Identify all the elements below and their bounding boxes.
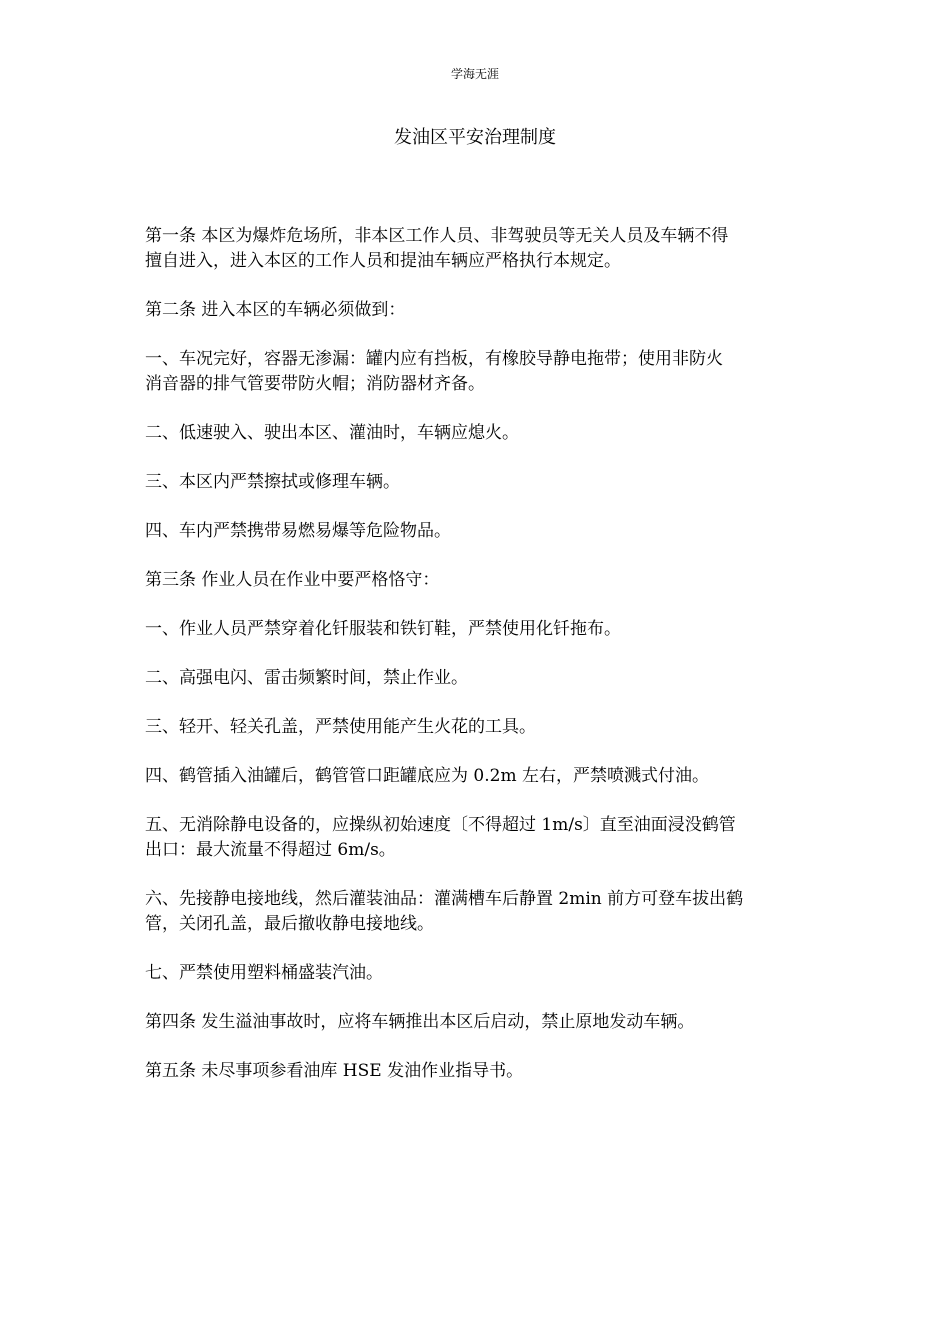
document-title: 发油区平安治理制度 bbox=[394, 127, 556, 148]
paragraph-line: 第三条 作业人员在作业中要严格恪守： bbox=[145, 570, 440, 590]
paragraph bbox=[145, 666, 810, 691]
paragraph-line: 五、无消除静电设备的，应操纵初始速度〔不得超过 1m/s〕直至油面浸没鹤管 bbox=[145, 815, 736, 835]
paragraph-line: 一、车况完好，容器无渗漏：罐内应有挡板，有橡胶导静电拖带；使用非防火 bbox=[145, 349, 723, 369]
paragraph-line: 三、本区内严禁擦拭或修理车辆。 bbox=[145, 472, 400, 492]
paragraph bbox=[145, 298, 810, 323]
paragraph-line: 六、先接静电接地线，然后灌装油品：灌满槽车后静置 2min 前方可登车拔出鹤 bbox=[145, 889, 744, 909]
paragraph bbox=[145, 813, 810, 863]
paragraph bbox=[145, 1010, 810, 1035]
paragraph bbox=[145, 764, 810, 789]
paragraph-line: 管，关闭孔盖，最后撤收静电接地线。 bbox=[145, 914, 434, 934]
paragraph-line: 一、作业人员严禁穿着化钎服装和铁钉鞋，严禁使用化钎拖布。 bbox=[145, 619, 621, 639]
paragraph bbox=[145, 961, 810, 986]
paragraph bbox=[145, 1059, 810, 1084]
paragraph-line: 四、鹤管插入油罐后，鹤管管口距罐底应为 0.2m 左右，严禁喷溅式付油。 bbox=[145, 766, 709, 786]
paragraph-line: 第四条 发生溢油事故时，应将车辆推出本区后启动，禁止原地发动车辆。 bbox=[145, 1012, 695, 1032]
paragraph bbox=[145, 519, 810, 544]
paragraph-line: 二、高强电闪、雷击频繁时间，禁止作业。 bbox=[145, 668, 468, 688]
paragraph-line: 消音器的排气管要带防火帽；消防器材齐备。 bbox=[145, 374, 485, 394]
document-body bbox=[145, 224, 810, 1108]
paragraph-line: 四、车内严禁携带易燃易爆等危险物品。 bbox=[145, 521, 451, 541]
paragraph-line: 第五条 未尽事项参看油库 HSE 发油作业指导书。 bbox=[145, 1061, 524, 1081]
page-header: 学海无涯 bbox=[450, 67, 499, 81]
paragraph bbox=[145, 568, 810, 593]
paragraph-line: 第二条 进入本区的车辆必须做到： bbox=[145, 300, 406, 320]
paragraph bbox=[145, 347, 810, 397]
paragraph-line: 出口：最大流量不得超过 6m/s。 bbox=[145, 840, 396, 860]
paragraph-line: 七、严禁使用塑料桶盛装汽油。 bbox=[145, 963, 383, 983]
paragraph-line: 擅自进入，进入本区的工作人员和提油车辆应严格执行本规定。 bbox=[145, 251, 621, 271]
paragraph bbox=[145, 617, 810, 642]
paragraph-line: 二、低速驶入、驶出本区、灌油时，车辆应熄火。 bbox=[145, 423, 519, 443]
paragraph bbox=[145, 421, 810, 446]
paragraph-line: 第一条 本区为爆炸危场所，非本区工作人员、非驾驶员等无关人员及车辆不得 bbox=[145, 226, 729, 246]
paragraph bbox=[145, 887, 810, 937]
paragraph bbox=[145, 224, 810, 274]
paragraph bbox=[145, 470, 810, 495]
paragraph-line: 三、轻开、轻关孔盖，严禁使用能产生火花的工具。 bbox=[145, 717, 536, 737]
paragraph bbox=[145, 715, 810, 740]
